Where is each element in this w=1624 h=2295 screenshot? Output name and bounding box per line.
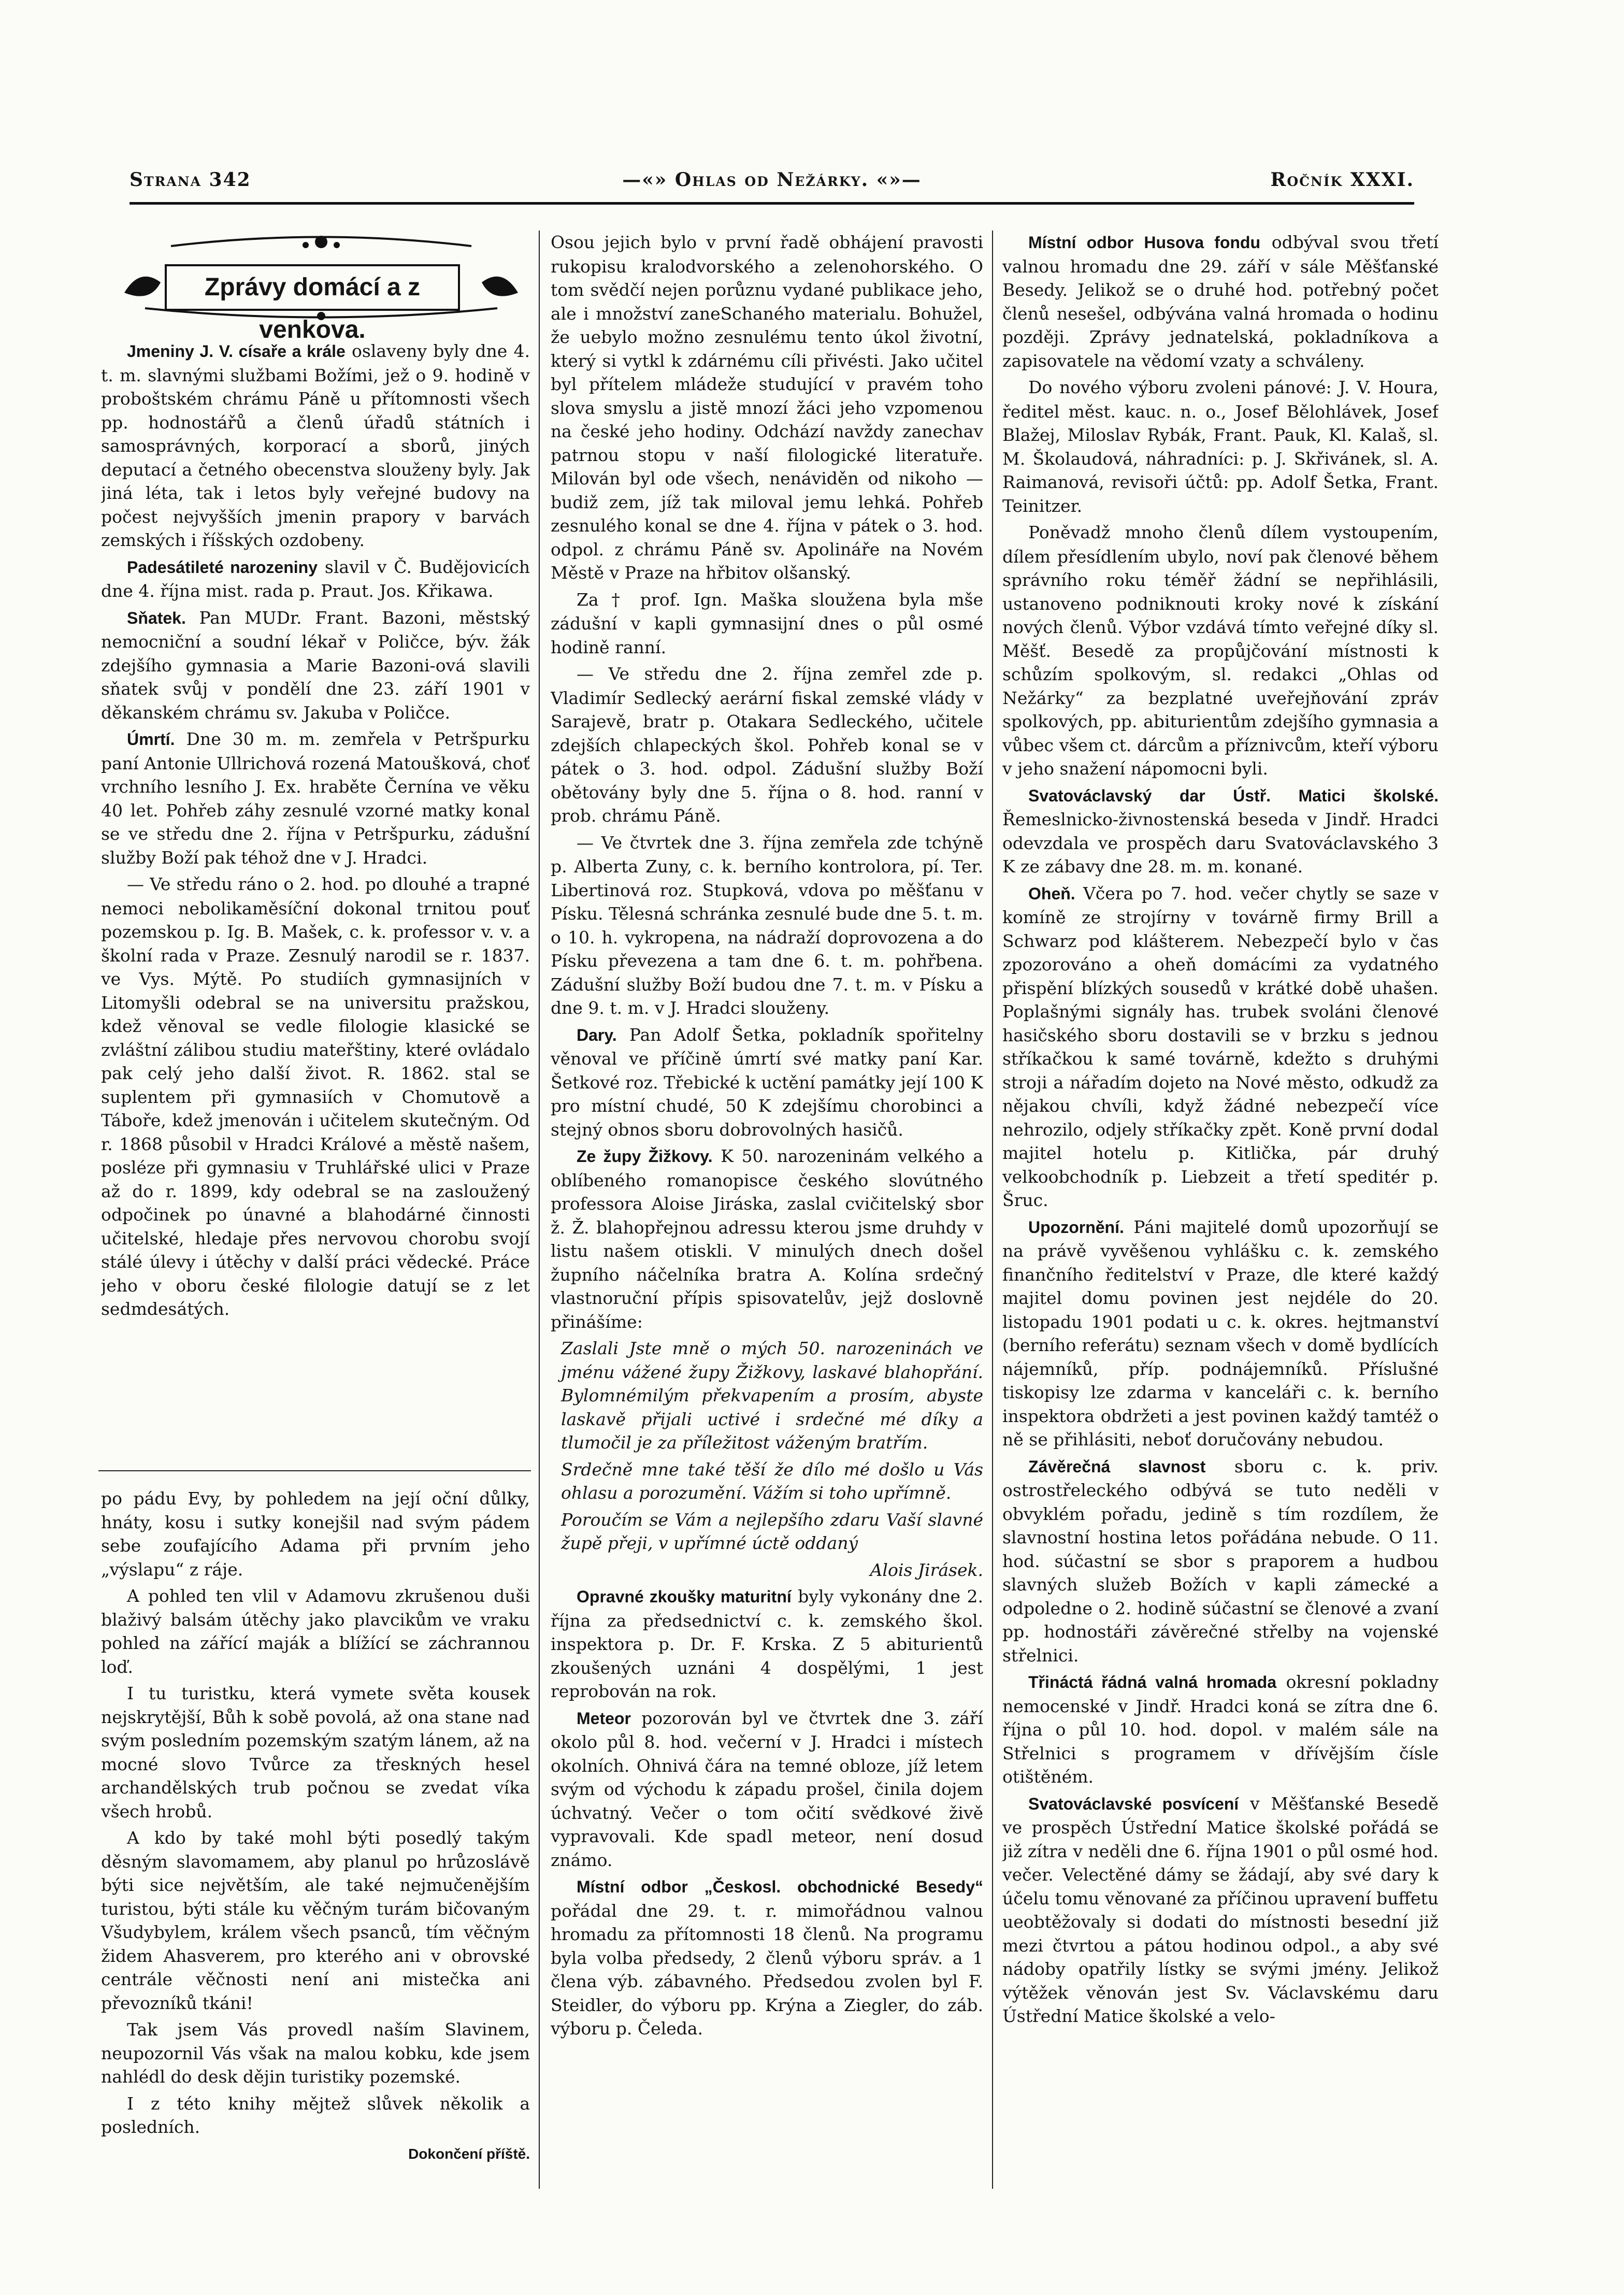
- page-header: [130, 164, 1414, 195]
- article: Sňatek. Pan MUDr. Frant. Bazoni, městský nemocniční a soudní lékař v Poličce, býv. žák zdejšího gymnasia a Marie Bazoni-ová slavili sňatek svůj v pondělí dne 23. září 1901 v děkanském chrámu sv. Jakuba v Poličce.: [101, 607, 530, 723]
- article: Svatováclavské posvícení v Měšťanské Besedě ve prospěch Ústřední Matice školské pořádá se již zítra v neděli dne 6. října 1901 o půl osmé hod. večer. Velectěné dámy se žádají, aby své dary k účelu tomu věnované za příčinou upravení buffetu ueobtěžovaly si dodati do místnosti besední již mezi čtvrtou a pátou hodinou odpol., a aby své nádoby opatřily lístky se svými jmény. Jelikož výtěžek věnován jest Sv. Václavskému daru Ústřední Matice školské a velo-: [1002, 1793, 1439, 2026]
- paragraph: Tak jsem Vás provedl naším Slavinem, neupozornil Vás však na malou kobku, kde jsem nahlédl do desk dějin turistiky pozemské.: [101, 2019, 530, 2087]
- letter-signature: Alois Jirásek.: [870, 1559, 983, 1580]
- article: Oheň. Včera po 7. hod. večer chytly se saze v komíně ze strojírny v továrně firmy Brill a Schwarz pod klášterem. Nebezpečí bylo v čas zpozorováno a oheň domácími za vydatného přispění blízkých sousedů v krátké době uhašen. Poplašnými signály has. trubek svoláni členové hasičského sboru dostavili se v brzku s jednou stříkačkou k samé továrně, kdežto s druhými stroji a nářadím dojeto na Nové město, odkudž za nějakou chvíli, když žádné nebezpečí více nehrozilo, odjely stříkačky zpět. Koně první dodal majitel hotelu p. Kitlička, pár druhý velkoobchodník p. Liebzeit a třetí speditér p. Šruc.: [1002, 883, 1439, 1210]
- paragraph: A pohled ten vlil v Adamovu zkrušenou duši blaživý balsám útěchy jako plavcikům ve vraku pohled na zářící maják a blížící se záchrannou loď.: [101, 1586, 530, 1677]
- letter-quote: Poroučím se Vám a nejlepšího zdaru Vaší slavné župě přeji, v upřímné úctě oddaný: [561, 1509, 983, 1553]
- article: Místní odbor Husova fondu odbýval svou třetí valnou hromadu dne 29. září v sále Měšťanské Besedy. Jelikož se o druhé hod. potřebný počet členů nesešel, odbývána valná hromada o hodinu později. Zprávy jednatelská, pokladníkova a zapisovatele na vědomí vzaty a schváleny.: [1002, 232, 1439, 371]
- article: Padesátileté narozeniny slavil v Č. Budějovicích dne 4. října mist. rada p. Praut. Jos. Křikawa.: [101, 556, 530, 601]
- volume-number: Ročník XXXI.: [1270, 169, 1414, 191]
- paragraph: A kdo by také mohl býti posedlý takým děsným slavomamem, aby planul po hrůzoslávě býti sice největším, ale také nejmučenějším turistou, býti stále ku věčným turám bičovaným Všudybylem, králem všech psanců, tím věčným židem Ahasverem, pro kterého ani v obrovské centrále věčnosti není ani mistečka ani převozníků tkáni!: [101, 1828, 530, 2013]
- article: Jmeniny J. V. císaře a krále oslaveny byly dne 4. t. m. slavnými službami Božími, jež o 9. hodině v proboštském chrámu Páně u přítomnosti všech pp. hodnostářů a členů úřadů státních i samosprávných, korporací a sborů, jiných deputací a četného obecenstva slouženy byly. Jak jiná léta, tak i letos byly veřejné budovy na počest nejvyšších jmenin prapory v barvách zemských i říšských ozdobeny.: [101, 341, 530, 550]
- article: Třináctá řádná valná hromada okresní pokladny nemocenské v Jindř. Hradci koná se zítra dne 6. října o půl 10. hod. dopol. v malém sále na Střelnici s programem v dřívějším čísle otištěném.: [1002, 1672, 1439, 1787]
- section-title: Zprávy domácí a z venkova.: [165, 264, 460, 311]
- column-1-bottom: [101, 1487, 530, 2191]
- article: Úmrtí. Dne 30 m. m. zemřela v Petršpurku paní Antonie Ullrichová rozená Matoušková, choť vrchního lesního J. Ex. hraběte Černína ve věku 40 let. Pohřeb záhy zesnulé vzorné matky konal se ve středu dne 2. října v Petršpurku, zádušní služby Boží pak téhož dne v J. Hradci.: [101, 729, 530, 868]
- column-3: [1002, 231, 1439, 2191]
- column-break-rule: [98, 1470, 531, 1471]
- article: Poněvadž mnoho členů dílem vystoupením, dílem přesídlením ubylo, noví pak členové během správního roku téměř žádní se nepřihlásili, ustanoveno podniknouti kroky nové k získání nových členů. Výbor vzdává tímto veřejné díky sl. Měšť. Besedě za propůjčování místnosti k schůzím spolkovým, sl. redakci „Ohlas od Nežárky“ za bezplatné uveřejňování zpráv spolkových, pp. abiturientům zdejšího gymnasia a vůbec všem ct. dárcům a příznivcům, kteří výboru v jeho snažení nápomocni byli.: [1002, 522, 1439, 779]
- continued-note: Dokončení příště.: [408, 2145, 530, 2162]
- article: Do nového výboru zvoleni pánové: J. V. Houra, ředitel měst. kauc. n. o., Josef Bělohlávek, Josef Blažej, Miloslav Rybák, Frant. Pauk, Kl. Kalaš, sl. M. Školaudová, náhradníci: p. J. Skřivánek, sl. A. Raimanová, revisoři účtů: pp. Adolf Šetka, Frant. Teinitzer.: [1002, 377, 1439, 516]
- article: Opravné zkoušky maturitní byly vykonány dne 2. října za předsednictví c. k. zemského škol. inspektora p. Dr. F. Krska. Z 5 abiturientů zkoušených uznáni 4 dospělými, 1 jest reprobován na rok.: [551, 1586, 983, 1701]
- article: Za † prof. Ign. Maška sloužena byla mše zádušní v kapli gymnasijní dnes o půl osmé hodině ranní.: [551, 589, 983, 657]
- letter-quote: Zaslali Jste mně o mých 50. narozeninách ve jménu vážené župy Žižkovy, laskavé blahopřání. Bylomnémilým překvapením a prosím, abyste laskavě přijali uctivé i srdečné mé díky a tlumočil je za příležitost váženým bratřím.: [561, 1338, 983, 1453]
- article: Osou jejich bylo v první řadě obhájení pravosti rukopisu kralodvorského a zelenohorského. O tom svědčí nejen porůznu vydané publikace jeho, ale i množství zaneSchaného materialu. Bohužel, že uebylo možno zesnulému tento úkol životní, který si vytkl k zdárnému cíli přivésti. Jako učitel byl přítelem mládeže studující v pravém toho slova smyslu a jistě mnozí žáci jeho vzpomenou na české jeho hodiny. Odchází navždy zanechav patrnou stopu v naší filologické literatuře. Milován byl ode všech, nenáviděn od nikoho — budiž zem, jíž tak miloval jemu lehká. Pohřeb zesnulého konal se dne 4. října v pátek o 3. hod. odpol. z chrámu Páně sv. Apolináře na Novém Městě v Praze na hřbitov olšanský.: [551, 232, 983, 583]
- column-1-top: [101, 339, 530, 1464]
- letter-quote: Srdečně mne také těší že dílo mé došlo u Vás ohlasu a porozumění. Vážím si toho upřímně.: [561, 1459, 983, 1503]
- paragraph: I tu turistku, která vymete světa kousek nejskrytější, Bůh k sobě povolá, až ona stane nad svým posledním pozemským szatým lánem, až na mocné slovo Tvůrce za třeskných hesel archandělských trub počnou se zvedat víka všech hrobů.: [101, 1683, 530, 1821]
- article: Ze župy Žižkovy. K 50. narozeninám velkého a oblíbeného romanopisce českého slovútného professora Aloise Jiráska, zaslal cvičitelský sbor ž. Ž. blahopřejnou adressu kterou jsme druhdy v listu našem otiskli. V minulých dnech došel župního náčelníka bratra A. Kolína srdečný vlastnoruční přípis spisovatelův, jejž doslovně přinášíme:: [551, 1146, 983, 1332]
- paragraph: po pádu Evy, by pohledem na její oční důlky, hnáty, kosu i sutky konejšil nad svým pádem sebe zoufajícího Adama při prvním jeho „výslapu“ z ráje.: [101, 1488, 530, 1580]
- article: Místní odbor „Českosl. obchodnické Besedy“ pořádal dne 29. t. r. mimořádnou valnou hromadu za přítomnosti 18 členů. Na programu byla volba předsedy, 2 členů výboru správ. a 1 člena výb. zábavného. Předsedou zvolen byl F. Steidler, do výboru pp. Krýna a Ziegler, do záb. výboru p. Čeleda.: [551, 1877, 983, 2039]
- column-rule-2: [992, 231, 993, 2189]
- newspaper-title: —«» Ohlas od Nežárky. «»—: [622, 169, 922, 191]
- article: Svatováclavský dar Ústř. Matici školské. Řemeslnicko-živnostenská beseda v Jindř. Hradci odevzdala ve prospěch daru Svatováclavského 3 K ze zábavy dne 28. m. m. konané.: [1002, 786, 1439, 877]
- column-rule-1: [539, 231, 540, 2189]
- article: Upozornění. Páni majitelé domů upozorňují se na právě vyvěšenou vyhlášku c. k. zemského finančního ředitelství v Praze, dle které každý majitel domu povinen jest nejdéle do 20. listopadu 1901 podati u c. k. okres. hejtmanství (berního referátu) seznam všech v domě bydlících nájemníků, příp. podnájemníků. Příslušné tiskopisy lze zdarma v kanceláři c. k. berního inspektora obdržeti a jest povinen každý tamtéž o ně se přihlásiti, neboť doručovány nebudou.: [1002, 1216, 1439, 1450]
- article: Dary. Pan Adolf Šetka, pokladník spořitelny věnoval ve příčině úmrtí své matky paní Kar. Šetkové roz. Třebické k uctění památky její 100 K pro místní chudé, 50 K zdejšímu chorobinci a stejný obnos sboru dobrovolných hasičů.: [551, 1024, 983, 1140]
- paragraph: I z této knihy mějtež slůvek několik a posledních.: [101, 2093, 530, 2137]
- page-number: Strana 342: [130, 169, 251, 191]
- article: — Ve středu dne 2. října zemřel zde p. Vladimír Sedlecký aerární fiskal zemské vlády v Sarajevě, bratr p. Otakara Sedleckého, učitele zdejších chlapeckých škol. Pohřeb konal se v pátek o 3. hod. odpol. Zádušní služby Boží obětovány byly dne 5. října o 8. hod. ranní v prob. chrámu Páně.: [551, 664, 983, 826]
- article: — Ve středu ráno o 2. hod. po dlouhé a trapné nemoci nebolikaměsíční dokonal trnitou pouť pozemskou p. Ig. B. Mašek, c. k. professor v. v. a školní rada v Praze. Zesnulý narodil se r. 1837. ve Vys. Mýtě. Po studiích gymnasijních v Litomyšli odebral se na universitu pražskou, kdež věnoval se vedle filologie klasické se zvláštní zálibou studiu mateřštiny, které ovládalo pak celý jeho další život. R. 1862. stal se suplentem při gymnasiích v Chomutově a Táboře, kdež jmenován i učitelem skutečným. Od r. 1868 působil v Hradci Králové a městě našem, posléze při gymnasiu v Truhlářské ulici v Praze až do r. 1899, kdy odebral se na zasloužený odpočinek po únavné a blahodárné činnosti učitelské, hledaje přes nervovou chorobu svojí stálé úlevy i útěchy v další práci vědecké. Práce jeho v oboru české filologie datují se z let sedmdesátých.: [101, 874, 530, 1319]
- header-rule: [130, 202, 1414, 205]
- article: Meteor pozorován byl ve čtvrtek dne 3. září okolo půl 8. hod. večerní v J. Hradci i místech okolních. Ohnivá čára na temné obloze, jíž letem svým od východu k západu prošel, činila dojem úchvatný. Večer o tom očití svědkové živě vypravovali. Kde spadl meteor, není dosud známo.: [551, 1708, 983, 1870]
- article: — Ve čtvrtek dne 3. října zemřela zde tchýně p. Alberta Zuny, c. k. berního kontrolora, pí. Ter. Libertinová roz. Stupková, vdova po měšťanu v Písku. Tělesná schránka zesnulé bude dne 5. t. m. o 10. h. vykropena, na nádraží doprovozena a do Písku převezena a tam dne 6. t. m. pohřbena. Zádušní služby Boží budou dne 7. t. m. v Písku a dne 9. t. m. v J. Hradci slouženy.: [551, 832, 983, 1018]
- column-2: [551, 231, 983, 2191]
- article: Závěrečná slavnost sboru c. k. priv. ostrostřeleckého odbývá se tuto neděli v obvyklém pořadu, jedině s tím rozdílem, že slavnostní hostina letos pořádána nebude. O 11. hod. súčastní se sbor s praporem a hudbou slavných služeb Božích v kapli zámecké a odpoledne o 2. hodině súčastní se členové a zvaní pp. hodnostáři závěrečné střelby na vojenské střelnici.: [1002, 1456, 1439, 1666]
